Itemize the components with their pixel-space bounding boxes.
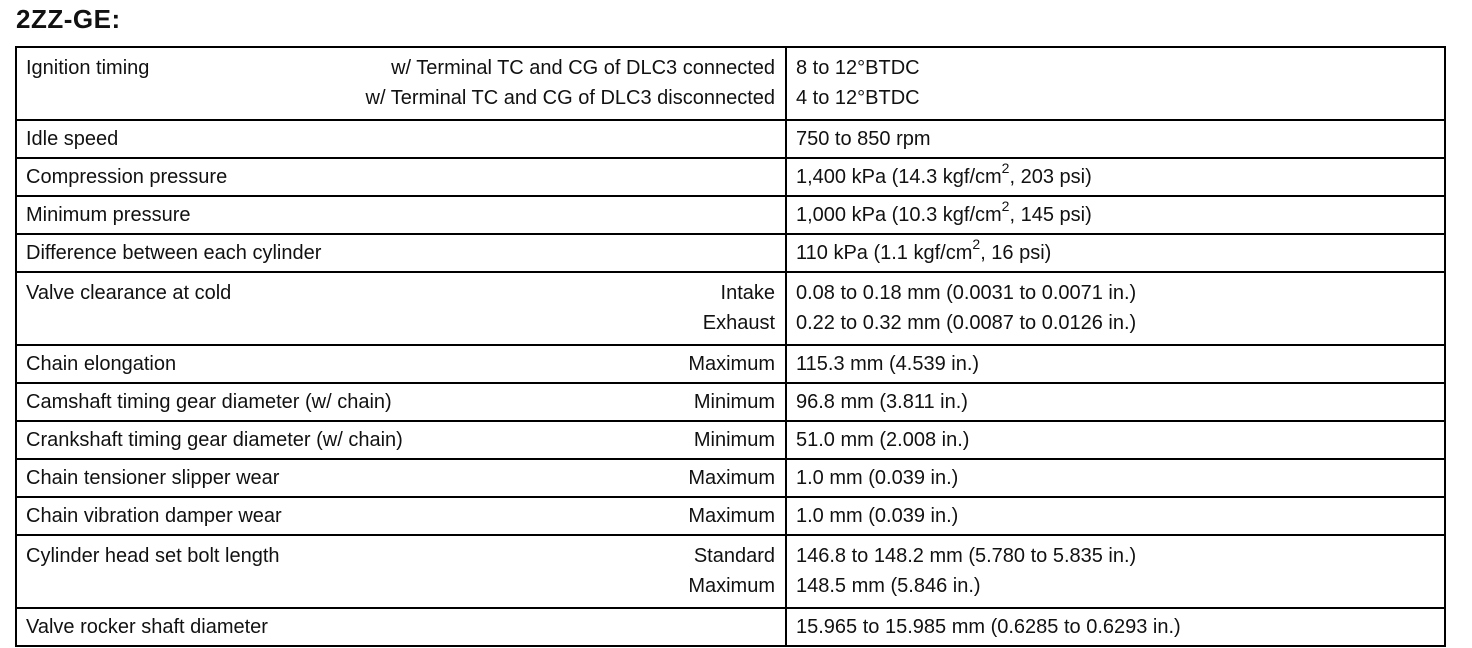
condition-label: Maximum [688, 575, 775, 597]
value-cell [786, 608, 1445, 646]
value-cell [786, 158, 1445, 196]
item-cell [16, 497, 786, 535]
item-cell [16, 196, 786, 234]
item-cell [16, 272, 786, 345]
condition-label: Minimum [693, 429, 775, 451]
table-row [16, 497, 1445, 535]
value-cell [786, 535, 1445, 608]
spec-value: 1,400 kPa (14.3 kgf/$cm^2$, 203 psi) [796, 160, 1092, 188]
item-label: Crankshaft timing gear diameter (w/ chain) [26, 429, 403, 451]
spec-value: 8 to 12°BTDC [796, 57, 920, 79]
spec-value: 1,000 kPa (10.3 kgf/$cm^2$, 145 psi) [796, 198, 1092, 226]
spec-value: 15.965 to 15.985 mm (0.6285 to 0.6293 in.) [796, 616, 1181, 638]
spec-value: 1.0 mm (0.039 in.) [796, 467, 959, 489]
item-label: Minimum pressure [26, 204, 191, 226]
item-cell [16, 535, 786, 608]
condition-label: Maximum [688, 505, 775, 527]
item-cell [16, 421, 786, 459]
value-cell [786, 196, 1445, 234]
condition-label: Maximum [688, 467, 775, 489]
value-cell [786, 497, 1445, 535]
item-label: Chain tensioner slipper wear [26, 467, 280, 489]
spec-value: 1.0 mm (0.039 in.) [796, 505, 959, 527]
item-cell [16, 234, 786, 272]
spec-value: 0.22 to 0.32 mm (0.0087 to 0.0126 in.) [796, 312, 1137, 334]
item-cell [16, 47, 786, 120]
item-cell [16, 345, 786, 383]
table-row [16, 421, 1445, 459]
condition-label: Maximum [688, 353, 775, 375]
table-row [16, 196, 1445, 234]
item-label: Camshaft timing gear diameter (w/ chain) [26, 391, 392, 413]
value-cell [786, 345, 1445, 383]
item-label: Chain vibration damper wear [26, 505, 282, 527]
condition-label: w/ Terminal TC and CG of DLC3 disconnected [365, 87, 775, 109]
condition-label: Intake [720, 282, 775, 304]
table-row [16, 158, 1445, 196]
spec-value: 148.5 mm (5.846 in.) [796, 575, 981, 597]
value-cell [786, 421, 1445, 459]
spec-value: 115.3 mm (4.539 in.) [796, 353, 980, 375]
item-cell [16, 158, 786, 196]
value-cell [786, 47, 1445, 120]
value-cell [786, 234, 1445, 272]
spec-value: 96.8 mm (3.811 in.) [796, 391, 968, 413]
table-row [16, 535, 1445, 608]
spec-value: 110 kPa (1.1 kgf/$cm^2$, 16 psi) [796, 236, 1052, 264]
item-label: Difference between each cylinder [26, 242, 322, 264]
table-row [16, 608, 1445, 646]
item-label: Cylinder head set bolt length [26, 545, 280, 567]
page-title: 2ZZ-GE: [16, 4, 121, 34]
condition-label: Standard [693, 545, 775, 567]
spec-value: 51.0 mm (2.008 in.) [796, 429, 970, 451]
item-label: Idle speed [26, 128, 119, 150]
item-cell [16, 383, 786, 421]
table-row [16, 272, 1445, 345]
item-label: Valve clearance at cold [26, 282, 232, 304]
specification-table [15, 46, 1446, 647]
value-cell [786, 120, 1445, 158]
item-cell [16, 120, 786, 158]
spec-value: 750 to 850 rpm [796, 128, 931, 150]
item-cell [16, 459, 786, 497]
condition-label: w/ Terminal TC and CG of DLC3 connected [391, 57, 775, 79]
spec-value: 4 to 12°BTDC [796, 87, 920, 109]
table-row [16, 383, 1445, 421]
table-row [16, 459, 1445, 497]
item-cell [16, 608, 786, 646]
item-label: Valve rocker shaft diameter [26, 616, 268, 638]
value-cell [786, 459, 1445, 497]
table-row [16, 120, 1445, 158]
value-cell [786, 383, 1445, 421]
item-label: Compression pressure [26, 166, 228, 188]
item-label: Ignition timing [26, 57, 150, 79]
spec-value: 0.08 to 0.18 mm (0.0031 to 0.0071 in.) [796, 282, 1137, 304]
table-row [16, 345, 1445, 383]
condition-label: Exhaust [702, 312, 775, 334]
condition-label: Minimum [693, 391, 775, 413]
item-label: Chain elongation [26, 353, 177, 375]
value-cell [786, 272, 1445, 345]
table-row [16, 47, 1445, 120]
spec-value: 146.8 to 148.2 mm (5.780 to 5.835 in.) [796, 545, 1137, 567]
table-row [16, 234, 1445, 272]
